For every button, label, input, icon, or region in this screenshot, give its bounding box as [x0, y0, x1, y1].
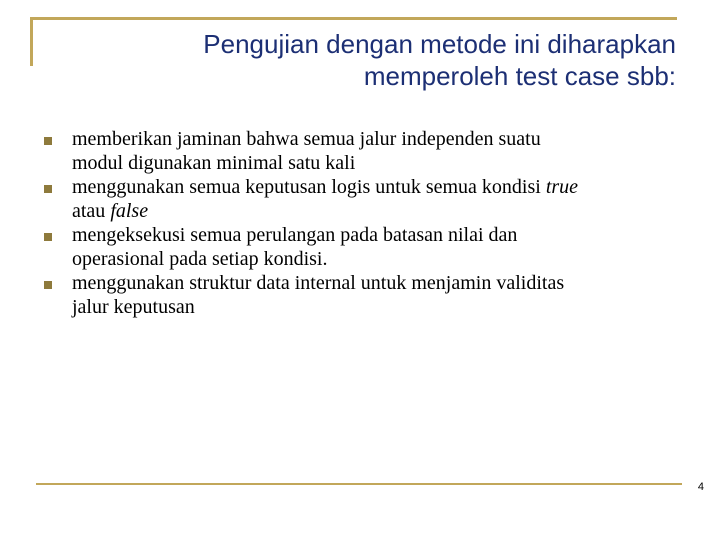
bullet-text-line: modul digunakan minimal satu kali [72, 152, 356, 174]
bottom-rule [36, 483, 682, 485]
square-bullet-icon [44, 233, 52, 241]
square-bullet-icon [44, 137, 52, 145]
bullet-text: atau [72, 200, 111, 222]
title-line-1: Pengujian dengan metode ini diharapkan [203, 29, 676, 59]
square-bullet-icon [44, 281, 52, 289]
bullet-item [44, 223, 684, 271]
bullet-item [44, 175, 684, 223]
bullet-text-line: mengeksekusi semua perulangan pada batasan nilai dan [72, 224, 518, 246]
bullet-item [44, 271, 684, 319]
italic-term: true [545, 176, 579, 198]
bullet-list [44, 127, 684, 319]
slide-title [76, 28, 676, 92]
left-rule [30, 17, 33, 66]
bullet-text-line [72, 175, 684, 199]
bullet-item [44, 127, 684, 175]
bullet-text-line [72, 199, 684, 223]
bullet-text-line: menggunakan struktur data internal untuk menjamin validitas [72, 272, 565, 294]
top-rule [30, 17, 677, 20]
italic-term: false [110, 200, 149, 222]
bullet-text: menggunakan semua keputusan logis untuk semua kondisi [72, 176, 546, 198]
title-line-2: memperoleh test case sbb: [363, 61, 676, 91]
square-bullet-icon [44, 185, 52, 193]
bullet-text-line: operasional pada setiap kondisi. [72, 248, 328, 270]
bullet-text-line: jalur keputusan [72, 296, 195, 318]
page-number: 4 [697, 481, 704, 493]
bullet-text-line: memberikan jaminan bahwa semua jalur independen suatu [72, 128, 541, 150]
